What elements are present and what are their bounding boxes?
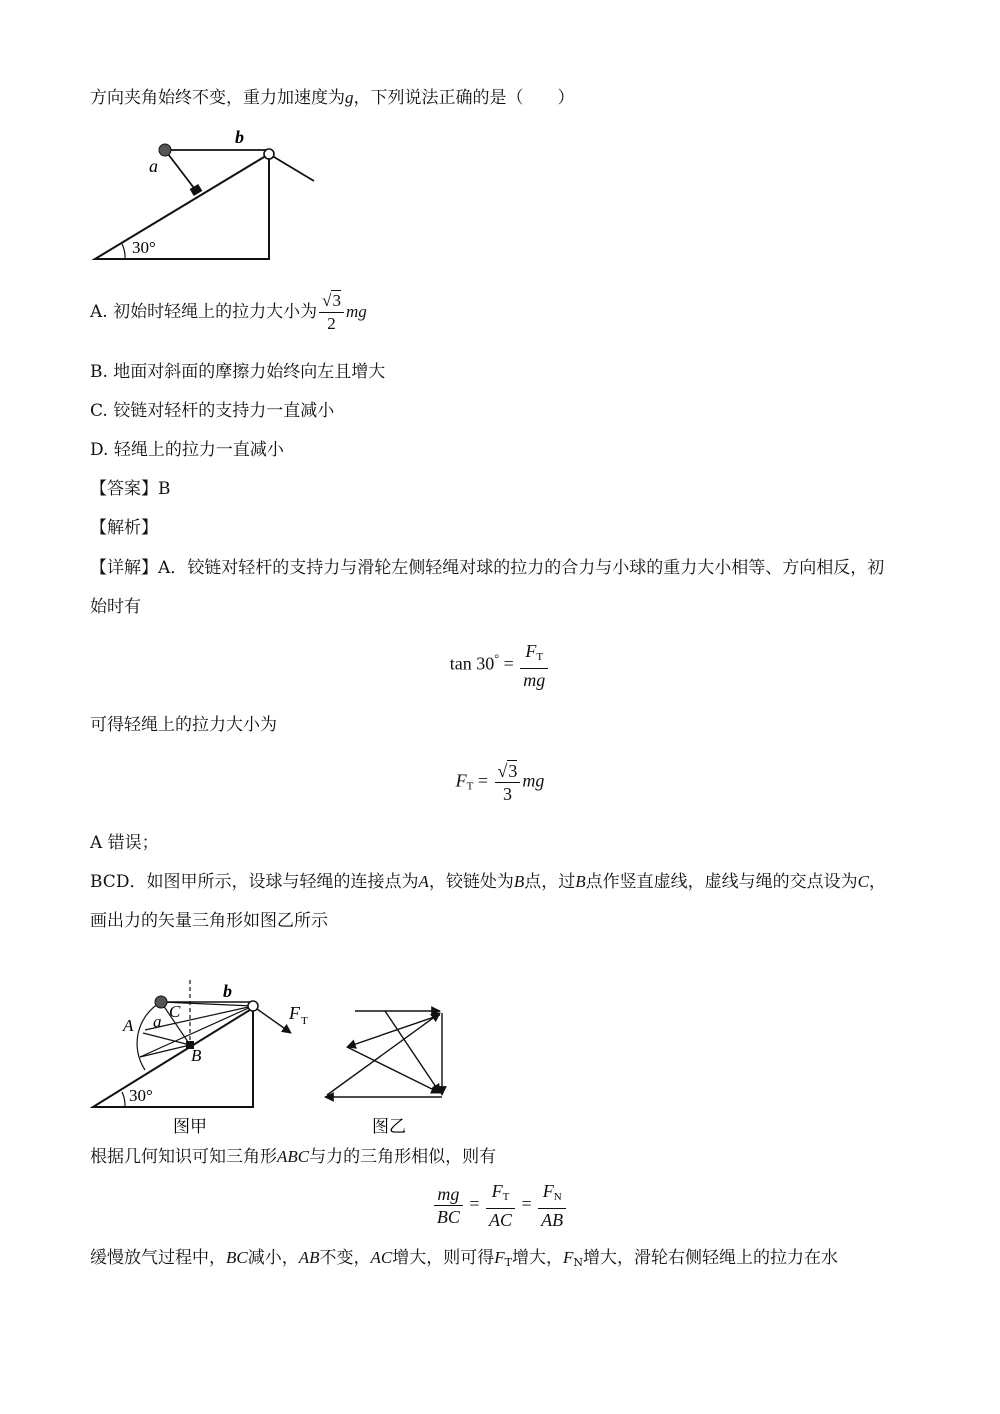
intro-g: g (345, 88, 354, 107)
eq2-sub: T (466, 780, 474, 793)
eq3-n1: mg (434, 1183, 463, 1206)
eq2-num: 3 (508, 761, 518, 781)
eq3-eq-2: = (521, 1193, 532, 1214)
answer: 【答案】B (90, 479, 171, 499)
bcd-var-A: A (418, 872, 429, 891)
eq1-num-f: F (525, 641, 537, 661)
bcd-line-2: 画出力的矢量三角形如图乙所示 (90, 911, 328, 931)
detail-line-1: 【详解】A．铰链对轻杆的支持力与滑轮左侧轻绳对球的拉力的合力与小球的重力大小相等、方向相反，初 (90, 558, 885, 578)
rod (165, 150, 197, 192)
option-a-text: A. 初始时轻绳上的拉力大小为 (90, 302, 318, 322)
eq2-fraction: $\frac{√3}{3}$ (495, 760, 521, 805)
bcd-var-B2: B (575, 872, 586, 891)
eq1-eq: = (503, 653, 514, 674)
option-a-fraction: $\frac{√3}{2}$ (319, 290, 344, 335)
last-text-4: 增大，则可得 (392, 1248, 495, 1268)
option-d: D. 轻绳上的拉力一直减小 (90, 440, 284, 460)
bcd-text-3: 点，过 (524, 872, 576, 892)
fig-jia-pulley (248, 1001, 258, 1011)
option-a-mg: mg (345, 302, 367, 321)
eq1-lhs: tan 30 (449, 653, 495, 674)
intro-end: ，下列说法正确的是（ ） (353, 88, 575, 108)
last-var-ft-sub: T (504, 1256, 512, 1269)
last-var-bc: BC (226, 1248, 248, 1267)
eq3-d1: BC (436, 1207, 460, 1227)
eq2-mg: mg (522, 770, 545, 791)
eq3-n3-sub: N (553, 1191, 562, 1203)
incline-figure (85, 122, 325, 267)
bcd-line-1 (90, 870, 886, 894)
bcd-var-B: B (513, 872, 525, 891)
last-var-fn: F (562, 1248, 574, 1267)
last-var-ab: AB (298, 1248, 320, 1267)
fig-jia-ball (155, 996, 167, 1008)
equation-tan (0, 640, 1000, 691)
rope-right (269, 154, 314, 181)
geom-text-2: 与力的三角形相似，则有 (309, 1147, 497, 1167)
fig-jia-label-A: A (123, 1016, 134, 1035)
force-figure (85, 975, 465, 1140)
equation-ratio (0, 1180, 1000, 1231)
eq1-fraction (520, 640, 548, 691)
angle-label: 30° (132, 238, 156, 257)
detail-line-2: 始时有 (90, 597, 141, 617)
option-a-num: 3 (332, 291, 341, 310)
fig-jia-caption: 图甲 (173, 1117, 207, 1136)
last-var-ft: F (494, 1248, 505, 1267)
eq2-f: F (455, 770, 467, 791)
fig-jia-label-b: b (223, 981, 232, 1001)
fig-jia-label-a: a (153, 1012, 162, 1031)
label-b: b (235, 127, 244, 147)
option-c: C. 铰链对轻杆的支持力一直减小 (90, 401, 335, 421)
eq2-eq: = (477, 770, 488, 791)
eq1-deg: ° (494, 651, 500, 666)
fig-jia-label-T: T (301, 1015, 308, 1027)
fig-yi-diag-2 (347, 1015, 440, 1047)
last-line (90, 1246, 838, 1275)
label-a: a (149, 156, 158, 176)
last-text-1: 缓慢放气过程中， (90, 1248, 226, 1268)
last-var-fn-sub: N (573, 1256, 583, 1269)
last-var-ac: AC (370, 1248, 393, 1267)
last-text-2: 减小， (247, 1248, 299, 1268)
eq3-d3: AB (541, 1210, 564, 1230)
incline-triangle (95, 154, 269, 259)
intro-line (90, 86, 575, 110)
bcd-text-1: BCD．如图甲所示，设球与轻绳的连接点为 (90, 872, 419, 892)
last-text-3: 不变， (319, 1248, 371, 1268)
fig-jia-ft-arrow (257, 1009, 291, 1033)
bcd-text-4: 点作竖直虚线，虚线与绳的交点设为 (585, 872, 858, 892)
last-text-6: 增大，滑轮右侧轻绳上的拉力在水 (583, 1248, 838, 1268)
geom-text-1: 根据几何知识可知三角形 (90, 1147, 277, 1167)
fig-yi-caption: 图乙 (372, 1117, 406, 1136)
analysis-label: 【解析】 (90, 518, 158, 538)
eq3-n3-f: F (542, 1181, 554, 1201)
ball (159, 144, 171, 156)
option-a-den: 2 (327, 314, 336, 333)
angle-arc (122, 244, 125, 259)
fig-jia-incline (93, 1008, 253, 1107)
option-b: B. 地面对斜面的摩擦力始终向左且增大 (90, 362, 386, 382)
fig-jia-angle: 30° (129, 1086, 153, 1105)
eq3-frac-3 (538, 1180, 566, 1231)
a-wrong: A 错误； (90, 833, 159, 853)
eq3-frac-2 (486, 1180, 515, 1231)
geom-var-abc: ABC (277, 1147, 310, 1166)
eq3-eq-1: = (469, 1193, 480, 1214)
eq3-d2: AC (489, 1210, 513, 1230)
eq3-frac-1 (434, 1183, 463, 1228)
fig-yi-diag-1 (327, 1013, 440, 1095)
intro-text: 方向夹角始终不变，重力加速度为 (90, 88, 345, 108)
bcd-var-C: C (857, 872, 869, 891)
option-a (90, 288, 367, 336)
eq1-den: mg (523, 670, 546, 690)
eq3-n2-sub: T (502, 1191, 510, 1203)
eq1-num-sub: T (536, 651, 544, 663)
line-get: 可得轻绳上的拉力大小为 (90, 715, 277, 735)
fig-jia-angle-arc (122, 1092, 125, 1107)
eq3-n2-f: F (491, 1181, 503, 1201)
fig-jia-label-C: C (169, 1002, 181, 1021)
fig-jia-label-F: F (289, 1003, 300, 1023)
geom-line (90, 1145, 496, 1169)
bcd-text-5: ， (868, 872, 886, 892)
equation-ft (0, 760, 1000, 805)
eq2-den: 3 (502, 784, 512, 804)
fig-yi-diag-4 (385, 1011, 440, 1093)
pulley (264, 149, 274, 159)
fig-jia-label-B: B (191, 1046, 202, 1065)
bcd-text-2: ，铰链处为 (428, 872, 514, 892)
last-text-5: 增大， (511, 1248, 563, 1268)
